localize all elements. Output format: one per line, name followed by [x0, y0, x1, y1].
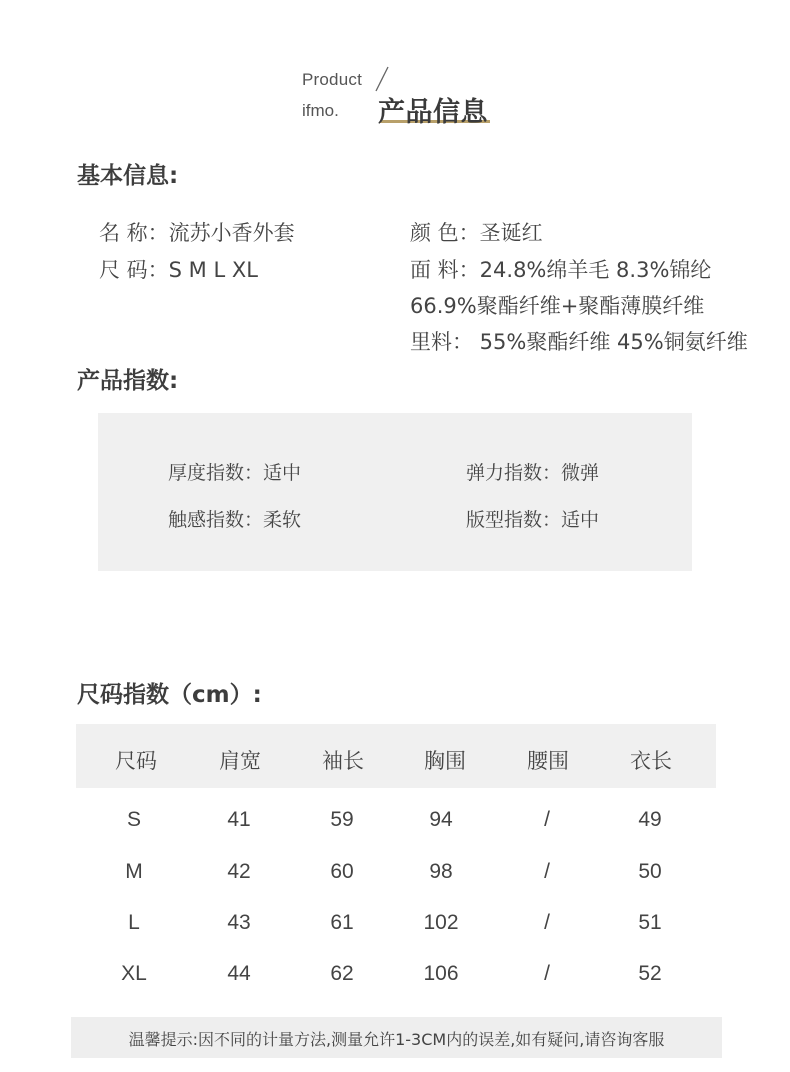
table-cell: 106 — [423, 962, 459, 985]
product-index-panel — [98, 413, 692, 571]
col-shoulder: 肩宽 — [219, 749, 261, 773]
product-fabric: 面 料：24.8%绵羊毛 8.3%锦纶 — [410, 258, 712, 282]
product-fabric-cont: 66.9%聚酯纤维+聚酯薄膜纤维 — [410, 294, 705, 318]
table-cell: M — [125, 860, 143, 883]
fit-index: 版型指数：适中 — [466, 509, 600, 531]
table-cell: 42 — [227, 860, 251, 883]
col-chest: 胸围 — [424, 749, 466, 773]
product-color: 颜 色：圣诞红 — [410, 221, 543, 245]
header-en-product: Product — [302, 70, 362, 89]
table-cell: 52 — [638, 962, 662, 985]
table-cell: 62 — [330, 962, 354, 985]
table-cell: 59 — [330, 808, 354, 831]
col-sleeve: 袖长 — [322, 749, 364, 773]
basic-info-heading: 基本信息: — [77, 163, 179, 189]
table-cell: / — [544, 962, 550, 985]
table-cell: 43 — [227, 911, 251, 934]
table-cell: / — [544, 911, 550, 934]
table-cell: XL — [121, 962, 147, 985]
table-cell: 61 — [330, 911, 354, 934]
table-cell: S — [126, 808, 141, 831]
touch-index: 触感指数：柔软 — [168, 509, 302, 531]
size-table-heading: 尺码指数（cm）: — [77, 682, 262, 708]
col-size: 尺码 — [115, 749, 157, 773]
table-cell: 50 — [638, 860, 662, 883]
col-length: 衣长 — [630, 749, 672, 773]
header-en-ifmo: ifmo. — [302, 101, 339, 120]
table-cell: 102 — [423, 911, 459, 934]
table-cell: / — [544, 808, 550, 831]
product-name: 名 称：流苏小香外套 — [99, 221, 295, 245]
table-cell: L — [128, 911, 140, 934]
table-cell: 94 — [429, 808, 453, 831]
table-cell: 44 — [227, 962, 251, 985]
table-cell: 60 — [330, 860, 354, 883]
product-index-heading: 产品指数: — [77, 368, 179, 394]
table-cell: 49 — [638, 808, 662, 831]
page-title: 产品信息 — [378, 97, 488, 128]
table-cell: / — [544, 860, 550, 883]
table-cell: 51 — [638, 911, 662, 934]
thickness-index: 厚度指数：适中 — [168, 462, 302, 484]
col-waist: 腰围 — [527, 749, 569, 773]
table-cell: 41 — [227, 808, 251, 831]
table-cell: 98 — [429, 860, 453, 883]
measurement-note: 温馨提示:因不同的计量方法,测量允许1-3CM内的误差,如有疑问,请咨询客服 — [128, 1030, 665, 1049]
slash-icon — [373, 66, 391, 92]
product-sizes: 尺 码：S M L XL — [99, 258, 258, 282]
product-lining: 里料： 55%聚酯纤维 45%铜氨纤维 — [410, 330, 748, 354]
elasticity-index: 弹力指数：微弹 — [466, 462, 600, 484]
